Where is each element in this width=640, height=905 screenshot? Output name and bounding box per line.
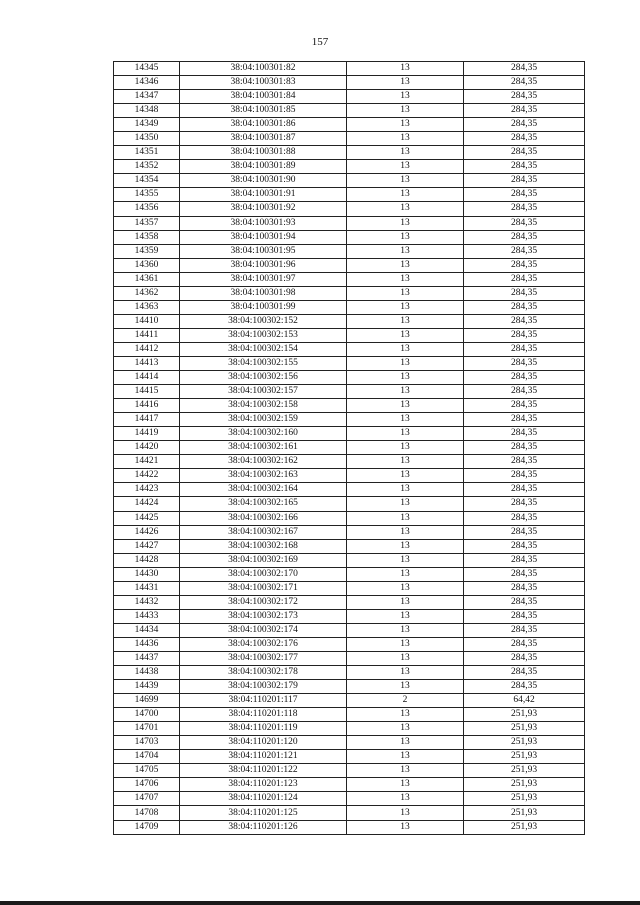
zone-cell: 13 <box>347 595 464 609</box>
cadastral-number-cell: 38:04:100301:97 <box>180 272 347 286</box>
row-number-cell: 14438 <box>114 666 180 680</box>
row-number-cell: 14356 <box>114 202 180 216</box>
value-cell: 284,35 <box>464 188 585 202</box>
zone-cell: 13 <box>347 314 464 328</box>
row-number-cell: 14347 <box>114 90 180 104</box>
cadastral-number-cell: 38:04:100302:170 <box>180 567 347 581</box>
cadastral-number-cell: 38:04:100302:169 <box>180 553 347 567</box>
cadastral-number-cell: 38:04:100302:154 <box>180 342 347 356</box>
value-cell: 251,93 <box>464 806 585 820</box>
table-row <box>114 371 585 385</box>
row-number-cell: 14426 <box>114 525 180 539</box>
value-cell: 251,93 <box>464 820 585 834</box>
value-cell: 284,35 <box>464 160 585 174</box>
row-number-cell: 14357 <box>114 216 180 230</box>
table-row <box>114 750 585 764</box>
value-cell: 251,93 <box>464 764 585 778</box>
cadastral-number-cell: 38:04:100302:158 <box>180 399 347 413</box>
row-number-cell: 14422 <box>114 469 180 483</box>
value-cell: 284,35 <box>464 104 585 118</box>
row-number-cell: 14433 <box>114 609 180 623</box>
value-cell: 64,42 <box>464 694 585 708</box>
row-number-cell: 14707 <box>114 792 180 806</box>
zone-cell: 13 <box>347 680 464 694</box>
table-row <box>114 62 585 76</box>
table-row <box>114 581 585 595</box>
value-cell: 284,35 <box>464 497 585 511</box>
table-row <box>114 806 585 820</box>
zone-cell: 13 <box>347 567 464 581</box>
row-number-cell: 14431 <box>114 581 180 595</box>
cadastral-number-cell: 38:04:100301:92 <box>180 202 347 216</box>
row-number-cell: 14421 <box>114 455 180 469</box>
table-row <box>114 497 585 511</box>
cadastral-number-cell: 38:04:100301:83 <box>180 76 347 90</box>
zone-cell: 13 <box>347 511 464 525</box>
value-cell: 251,93 <box>464 778 585 792</box>
row-number-cell: 14354 <box>114 174 180 188</box>
table-row <box>114 778 585 792</box>
table-row <box>114 694 585 708</box>
zone-cell: 13 <box>347 623 464 637</box>
cadastral-number-cell: 38:04:100301:89 <box>180 160 347 174</box>
table-row <box>114 637 585 651</box>
cadastral-number-cell: 38:04:100302:159 <box>180 413 347 427</box>
value-cell: 284,35 <box>464 385 585 399</box>
table-row <box>114 286 585 300</box>
cadastral-number-cell: 38:04:100302:162 <box>180 455 347 469</box>
cadastral-number-cell: 38:04:100302:167 <box>180 525 347 539</box>
row-number-cell: 14360 <box>114 258 180 272</box>
row-number-cell: 14428 <box>114 553 180 567</box>
zone-cell: 13 <box>347 820 464 834</box>
zone-cell: 13 <box>347 146 464 160</box>
zone-cell: 13 <box>347 76 464 90</box>
cadastral-number-cell: 38:04:100302:164 <box>180 483 347 497</box>
cadastral-number-cell: 38:04:100302:176 <box>180 637 347 651</box>
value-cell: 251,93 <box>464 708 585 722</box>
value-cell: 284,35 <box>464 666 585 680</box>
value-cell: 284,35 <box>464 272 585 286</box>
value-cell: 284,35 <box>464 202 585 216</box>
zone-cell: 13 <box>347 104 464 118</box>
value-cell: 284,35 <box>464 511 585 525</box>
data-table <box>113 61 585 835</box>
zone-cell: 13 <box>347 258 464 272</box>
row-number-cell: 14345 <box>114 62 180 76</box>
row-number-cell: 14430 <box>114 567 180 581</box>
value-cell: 284,35 <box>464 314 585 328</box>
zone-cell: 13 <box>347 62 464 76</box>
table-row <box>114 764 585 778</box>
table-row <box>114 511 585 525</box>
cadastral-number-cell: 38:04:110201:120 <box>180 736 347 750</box>
zone-cell: 13 <box>347 342 464 356</box>
zone-cell: 13 <box>347 427 464 441</box>
cadastral-number-cell: 38:04:100302:156 <box>180 371 347 385</box>
cadastral-number-cell: 38:04:100302:173 <box>180 609 347 623</box>
cadastral-number-cell: 38:04:110201:126 <box>180 820 347 834</box>
table-row <box>114 174 585 188</box>
zone-cell: 13 <box>347 806 464 820</box>
zone-cell: 13 <box>347 651 464 665</box>
cadastral-number-cell: 38:04:100301:88 <box>180 146 347 160</box>
zone-cell: 13 <box>347 750 464 764</box>
cadastral-number-cell: 38:04:100301:98 <box>180 286 347 300</box>
value-cell: 284,35 <box>464 90 585 104</box>
row-number-cell: 14423 <box>114 483 180 497</box>
table-row <box>114 595 585 609</box>
cadastral-number-cell: 38:04:100302:178 <box>180 666 347 680</box>
cadastral-number-cell: 38:04:100302:179 <box>180 680 347 694</box>
zone-cell: 13 <box>347 356 464 370</box>
value-cell: 284,35 <box>464 441 585 455</box>
row-number-cell: 14424 <box>114 497 180 511</box>
value-cell: 284,35 <box>464 62 585 76</box>
cadastral-number-cell: 38:04:100302:166 <box>180 511 347 525</box>
cadastral-number-cell: 38:04:100302:174 <box>180 623 347 637</box>
zone-cell: 13 <box>347 385 464 399</box>
page-number: 157 <box>311 36 329 48</box>
table-row <box>114 146 585 160</box>
zone-cell: 13 <box>347 300 464 314</box>
cadastral-number-cell: 38:04:110201:117 <box>180 694 347 708</box>
value-cell: 284,35 <box>464 286 585 300</box>
value-cell: 284,35 <box>464 146 585 160</box>
row-number-cell: 14439 <box>114 680 180 694</box>
value-cell: 284,35 <box>464 525 585 539</box>
row-number-cell: 14414 <box>114 371 180 385</box>
table-row <box>114 230 585 244</box>
value-cell: 284,35 <box>464 371 585 385</box>
row-number-cell: 14708 <box>114 806 180 820</box>
cadastral-number-cell: 38:04:110201:123 <box>180 778 347 792</box>
zone-cell: 13 <box>347 666 464 680</box>
value-cell: 284,35 <box>464 427 585 441</box>
table-body <box>114 62 585 835</box>
row-number-cell: 14348 <box>114 104 180 118</box>
row-number-cell: 14420 <box>114 441 180 455</box>
table-row <box>114 399 585 413</box>
zone-cell: 13 <box>347 371 464 385</box>
cadastral-number-cell: 38:04:100302:168 <box>180 539 347 553</box>
table-row <box>114 539 585 553</box>
zone-cell: 13 <box>347 609 464 623</box>
table-row <box>114 356 585 370</box>
zone-cell: 13 <box>347 132 464 146</box>
cadastral-number-cell: 38:04:100302:177 <box>180 651 347 665</box>
value-cell: 284,35 <box>464 609 585 623</box>
value-cell: 284,35 <box>464 328 585 342</box>
value-cell: 284,35 <box>464 567 585 581</box>
table-row <box>114 427 585 441</box>
value-cell: 284,35 <box>464 637 585 651</box>
cadastral-number-cell: 38:04:100302:172 <box>180 595 347 609</box>
row-number-cell: 14352 <box>114 160 180 174</box>
table-row <box>114 244 585 258</box>
cadastral-number-cell: 38:04:110201:121 <box>180 750 347 764</box>
value-cell: 251,93 <box>464 792 585 806</box>
zone-cell: 13 <box>347 792 464 806</box>
row-number-cell: 14425 <box>114 511 180 525</box>
table-row <box>114 651 585 665</box>
value-cell: 284,35 <box>464 342 585 356</box>
table-row <box>114 820 585 834</box>
cadastral-number-cell: 38:04:100301:99 <box>180 300 347 314</box>
zone-cell: 13 <box>347 778 464 792</box>
row-number-cell: 14705 <box>114 764 180 778</box>
value-cell: 284,35 <box>464 455 585 469</box>
zone-cell: 13 <box>347 216 464 230</box>
table-row <box>114 525 585 539</box>
cadastral-number-cell: 38:04:100301:86 <box>180 118 347 132</box>
zone-cell: 13 <box>347 581 464 595</box>
cadastral-number-cell: 38:04:100302:165 <box>180 497 347 511</box>
cadastral-number-cell: 38:04:100302:161 <box>180 441 347 455</box>
zone-cell: 13 <box>347 497 464 511</box>
row-number-cell: 14350 <box>114 132 180 146</box>
zone-cell: 13 <box>347 174 464 188</box>
table-row <box>114 567 585 581</box>
row-number-cell: 14699 <box>114 694 180 708</box>
table-row <box>114 104 585 118</box>
value-cell: 251,93 <box>464 722 585 736</box>
cadastral-number-cell: 38:04:100302:152 <box>180 314 347 328</box>
cadastral-number-cell: 38:04:100302:157 <box>180 385 347 399</box>
zone-cell: 13 <box>347 328 464 342</box>
value-cell: 284,35 <box>464 118 585 132</box>
zone-cell: 13 <box>347 244 464 258</box>
value-cell: 284,35 <box>464 230 585 244</box>
zone-cell: 13 <box>347 230 464 244</box>
cadastral-number-cell: 38:04:100301:87 <box>180 132 347 146</box>
cadastral-number-cell: 38:04:100301:82 <box>180 62 347 76</box>
zone-cell: 13 <box>347 764 464 778</box>
zone-cell: 13 <box>347 118 464 132</box>
table-row <box>114 342 585 356</box>
table-row <box>114 300 585 314</box>
value-cell: 284,35 <box>464 244 585 258</box>
zone-cell: 13 <box>347 188 464 202</box>
zone-cell: 13 <box>347 413 464 427</box>
cadastral-number-cell: 38:04:110201:124 <box>180 792 347 806</box>
table-row <box>114 272 585 286</box>
table-row <box>114 623 585 637</box>
table-row <box>114 76 585 90</box>
row-number-cell: 14413 <box>114 356 180 370</box>
table-row <box>114 258 585 272</box>
row-number-cell: 14415 <box>114 385 180 399</box>
value-cell: 284,35 <box>464 553 585 567</box>
zone-cell: 13 <box>347 469 464 483</box>
row-number-cell: 14355 <box>114 188 180 202</box>
value-cell: 284,35 <box>464 132 585 146</box>
zone-cell: 2 <box>347 694 464 708</box>
row-number-cell: 14437 <box>114 651 180 665</box>
zone-cell: 13 <box>347 722 464 736</box>
row-number-cell: 14706 <box>114 778 180 792</box>
zone-cell: 13 <box>347 399 464 413</box>
zone-cell: 13 <box>347 736 464 750</box>
table-row <box>114 792 585 806</box>
zone-cell: 13 <box>347 455 464 469</box>
row-number-cell: 14701 <box>114 722 180 736</box>
table-row <box>114 118 585 132</box>
value-cell: 284,35 <box>464 258 585 272</box>
table-row <box>114 736 585 750</box>
row-number-cell: 14436 <box>114 637 180 651</box>
table-row <box>114 441 585 455</box>
zone-cell: 13 <box>347 483 464 497</box>
value-cell: 284,35 <box>464 680 585 694</box>
zone-cell: 13 <box>347 539 464 553</box>
row-number-cell: 14432 <box>114 595 180 609</box>
table-row <box>114 132 585 146</box>
cadastral-number-cell: 38:04:100301:90 <box>180 174 347 188</box>
zone-cell: 13 <box>347 202 464 216</box>
value-cell: 251,93 <box>464 736 585 750</box>
zone-cell: 13 <box>347 637 464 651</box>
value-cell: 251,93 <box>464 750 585 764</box>
cadastral-number-cell: 38:04:100302:153 <box>180 328 347 342</box>
table-row <box>114 469 585 483</box>
scan-bottom-edge <box>0 901 640 905</box>
row-number-cell: 14346 <box>114 76 180 90</box>
row-number-cell: 14703 <box>114 736 180 750</box>
row-number-cell: 14419 <box>114 427 180 441</box>
zone-cell: 13 <box>347 272 464 286</box>
zone-cell: 13 <box>347 286 464 300</box>
value-cell: 284,35 <box>464 413 585 427</box>
value-cell: 284,35 <box>464 595 585 609</box>
zone-cell: 13 <box>347 90 464 104</box>
table-row <box>114 722 585 736</box>
row-number-cell: 14351 <box>114 146 180 160</box>
row-number-cell: 14416 <box>114 399 180 413</box>
table-row <box>114 160 585 174</box>
row-number-cell: 14359 <box>114 244 180 258</box>
row-number-cell: 14700 <box>114 708 180 722</box>
row-number-cell: 14361 <box>114 272 180 286</box>
value-cell: 284,35 <box>464 399 585 413</box>
cadastral-number-cell: 38:04:100301:84 <box>180 90 347 104</box>
value-cell: 284,35 <box>464 300 585 314</box>
cadastral-number-cell: 38:04:110201:122 <box>180 764 347 778</box>
table-row <box>114 216 585 230</box>
table-row <box>114 202 585 216</box>
table-row <box>114 385 585 399</box>
value-cell: 284,35 <box>464 76 585 90</box>
cadastral-number-cell: 38:04:100302:155 <box>180 356 347 370</box>
row-number-cell: 14417 <box>114 413 180 427</box>
row-number-cell: 14427 <box>114 539 180 553</box>
table-row <box>114 328 585 342</box>
zone-cell: 13 <box>347 525 464 539</box>
cadastral-number-cell: 38:04:110201:118 <box>180 708 347 722</box>
zone-cell: 13 <box>347 708 464 722</box>
row-number-cell: 14358 <box>114 230 180 244</box>
row-number-cell: 14704 <box>114 750 180 764</box>
table-row <box>114 314 585 328</box>
table-row <box>114 708 585 722</box>
table-row <box>114 553 585 567</box>
value-cell: 284,35 <box>464 539 585 553</box>
value-cell: 284,35 <box>464 356 585 370</box>
table-row <box>114 483 585 497</box>
cadastral-number-cell: 38:04:100302:171 <box>180 581 347 595</box>
row-number-cell: 14349 <box>114 118 180 132</box>
cadastral-number-cell: 38:04:100301:96 <box>180 258 347 272</box>
value-cell: 284,35 <box>464 174 585 188</box>
row-number-cell: 14363 <box>114 300 180 314</box>
cadastral-number-cell: 38:04:100302:160 <box>180 427 347 441</box>
cadastral-number-cell: 38:04:100301:93 <box>180 216 347 230</box>
zone-cell: 13 <box>347 160 464 174</box>
table-row <box>114 90 585 104</box>
cadastral-number-cell: 38:04:100301:85 <box>180 104 347 118</box>
row-number-cell: 14412 <box>114 342 180 356</box>
row-number-cell: 14434 <box>114 623 180 637</box>
row-number-cell: 14411 <box>114 328 180 342</box>
row-number-cell: 14362 <box>114 286 180 300</box>
table-row <box>114 609 585 623</box>
row-number-cell: 14709 <box>114 820 180 834</box>
zone-cell: 13 <box>347 441 464 455</box>
table-row <box>114 455 585 469</box>
zone-cell: 13 <box>347 553 464 567</box>
table-row <box>114 413 585 427</box>
cadastral-number-cell: 38:04:100301:91 <box>180 188 347 202</box>
value-cell: 284,35 <box>464 581 585 595</box>
cadastral-number-cell: 38:04:110201:125 <box>180 806 347 820</box>
cadastral-number-cell: 38:04:110201:119 <box>180 722 347 736</box>
table-row <box>114 680 585 694</box>
row-number-cell: 14410 <box>114 314 180 328</box>
value-cell: 284,35 <box>464 651 585 665</box>
cadastral-number-cell: 38:04:100301:94 <box>180 230 347 244</box>
cadastral-number-cell: 38:04:100302:163 <box>180 469 347 483</box>
table-row <box>114 666 585 680</box>
value-cell: 284,35 <box>464 483 585 497</box>
value-cell: 284,35 <box>464 469 585 483</box>
cadastral-number-cell: 38:04:100301:95 <box>180 244 347 258</box>
value-cell: 284,35 <box>464 623 585 637</box>
value-cell: 284,35 <box>464 216 585 230</box>
table-row <box>114 188 585 202</box>
